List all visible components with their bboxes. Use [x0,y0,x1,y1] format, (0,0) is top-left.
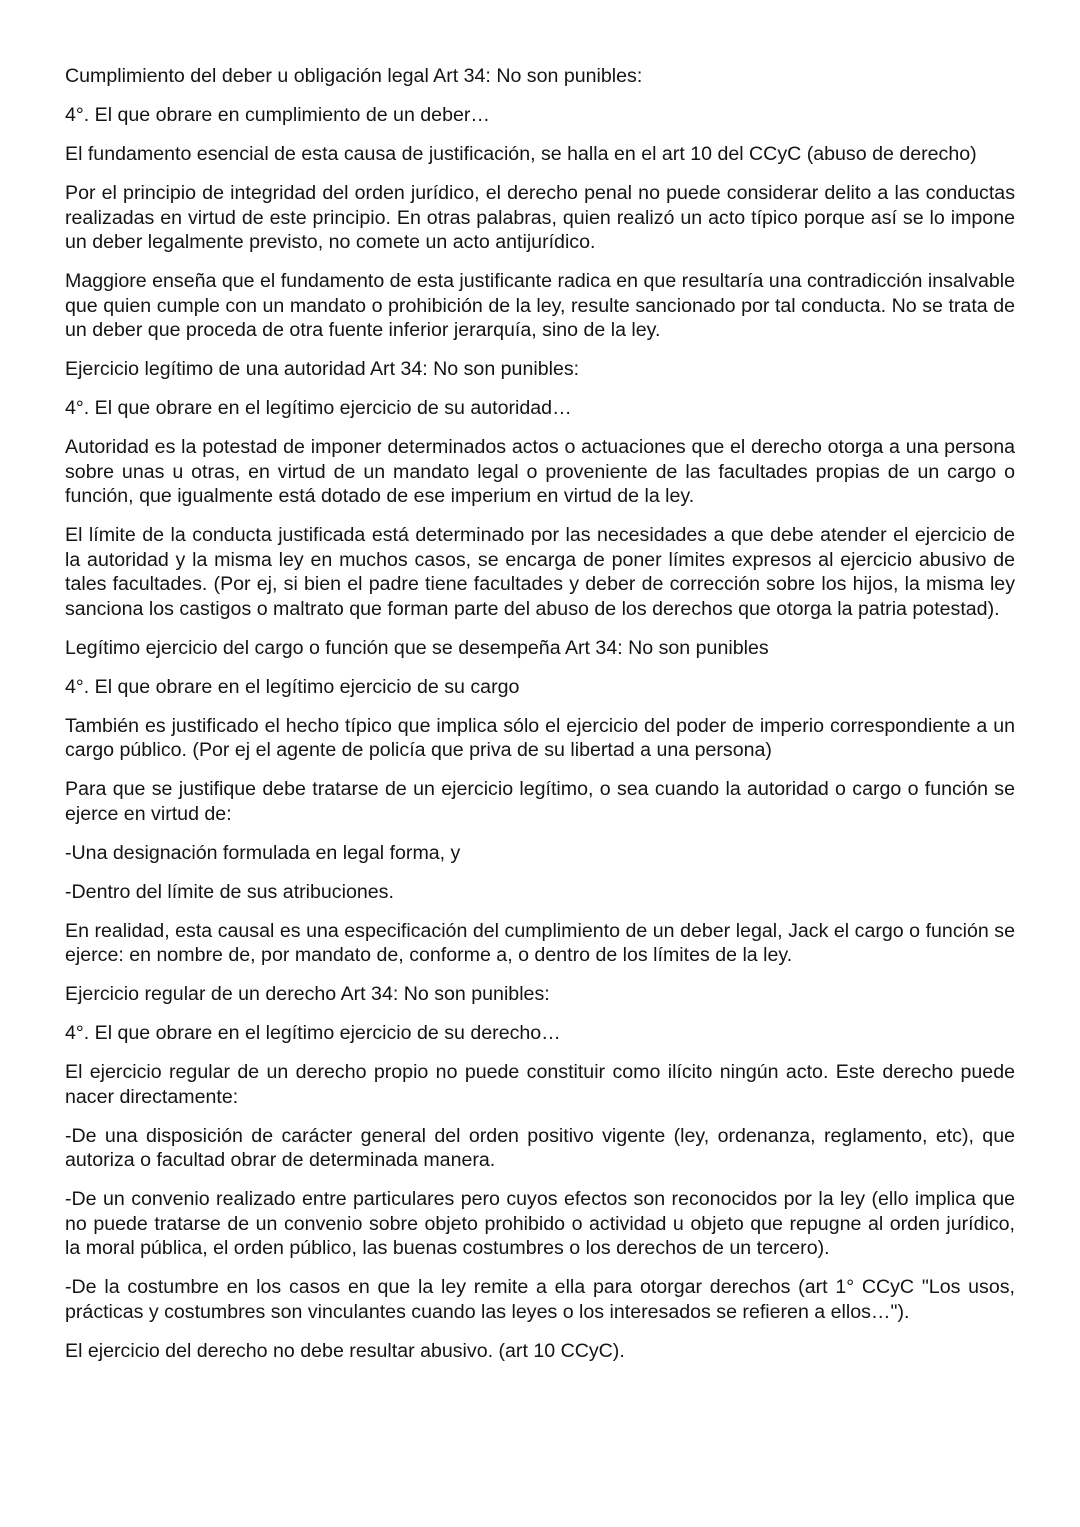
paragraph: El límite de la conducta justificada está determinado por las necesidades a que debe atender el ejercicio de la autoridad y la misma ley en muchos casos, se encarga de poner límites expresos al ejercicio abusivo de tales facultades. (Por ej, si bien el padre tiene facultades y deber de corrección sobre los hijos, la misma ley sanciona los castigos o maltrato que forman parte del abuso de los derechos que otorga la patria potestad). [65,524,1015,620]
paragraph-law-quote: 4°. El que obrare en cumplimiento de un deber… [65,104,490,126]
paragraph: El ejercicio regular de un derecho propio no puede constituir como ilícito ningún acto. Este derecho puede nacer directamente: [65,1061,1015,1108]
paragraph-law-quote: 4°. El que obrare en el legítimo ejercicio de su derecho… [65,1022,561,1044]
paragraph-heading-autoridad: Ejercicio legítimo de una autoridad Art 34: No son punibles: [65,358,580,380]
list-item: -De la costumbre en los casos en que la ley remite a ella para otorgar derechos (art 1° CCyC "Los usos, prácticas y costumbres son vinculantes cuando las leyes o los interesados se refieren a ellos…"). [65,1276,1015,1323]
paragraph-heading-cumplimiento: Cumplimiento del deber u obligación legal Art 34: No son punibles: [65,65,643,87]
paragraph: En realidad, esta causal es una especificación del cumplimiento de un deber legal, Jack el cargo o función se ejerce: en nombre de, por mandato de, conforme a, o dentro de los límites de la ley. [65,919,1015,966]
paragraph: Autoridad es la potestad de imponer determinados actos o actuaciones que el derecho otorga a una persona sobre unas u otras, en virtud de un mandato legal o proveniente de las facultades propias de un cargo o función, que igualmente está dotado de ese imperium en virtud de la ley. [65,436,1015,507]
paragraph: Por el principio de integridad del orden jurídico, el derecho penal no puede considerar delito a las conductas realizadas en virtud de este principio. En otras palabras, quien realizó un acto típico porque así se lo impone un deber legalmente previsto, no comete un acto antijurídico. [65,182,1015,253]
paragraph-law-quote: 4°. El que obrare en el legítimo ejercicio de su autoridad… [65,397,572,419]
list-item: -Dentro del límite de sus atribuciones. [65,880,394,903]
paragraph: El fundamento esencial de esta causa de justificación, se halla en el art 10 del CCyC (abuso de derecho) [65,143,977,165]
paragraph-heading-cargo: Legítimo ejercicio del cargo o función que se desempeña Art 34: No son punibles [65,636,769,659]
paragraph: También es justificado el hecho típico que implica sólo el ejercicio del poder de imperio correspondiente a un cargo público. (Por ej el agente de policía que priva de su libertad a una persona) [65,714,1015,761]
list-item: -Una designación formulada en legal forma, y [65,841,461,864]
paragraph-heading-derecho: Ejercicio regular de un derecho Art 34: No son punibles: [65,983,550,1005]
paragraph-law-quote: 4°. El que obrare en el legítimo ejercicio de su cargo [65,675,520,698]
paragraph: Maggiore enseña que el fundamento de esta justificante radica en que resultaría una contradicción insalvable que quien cumple con un mandato o prohibición de la ley, resulte sancionado por tal conducta. No se trata de un deber que proceda de otra fuente inferior jerarquía, sino de la ley. [65,270,1015,341]
paragraph: El ejercicio del derecho no debe resultar abusivo. (art 10 CCyC). [65,1339,625,1362]
list-item: -De un convenio realizado entre particulares pero cuyos efectos son reconocidos por la ley (ello implica que no puede tratarse de un convenio sobre objeto prohibido o actividad u objeto que repugne al orden jurídico, la moral pública, el orden público, las buenas costumbres o los derechos de un tercero). [65,1188,1015,1259]
list-item: -De una disposición de carácter general del orden positivo vigente (ley, ordenanza, reglamento, etc), que autoriza o facultad obrar de determinada manera. [65,1124,1015,1171]
document-page [65,64,1015,1378]
paragraph: Para que se justifique debe tratarse de un ejercicio legítimo, o sea cuando la autoridad o cargo o función se ejerce en virtud de: [65,778,1015,825]
